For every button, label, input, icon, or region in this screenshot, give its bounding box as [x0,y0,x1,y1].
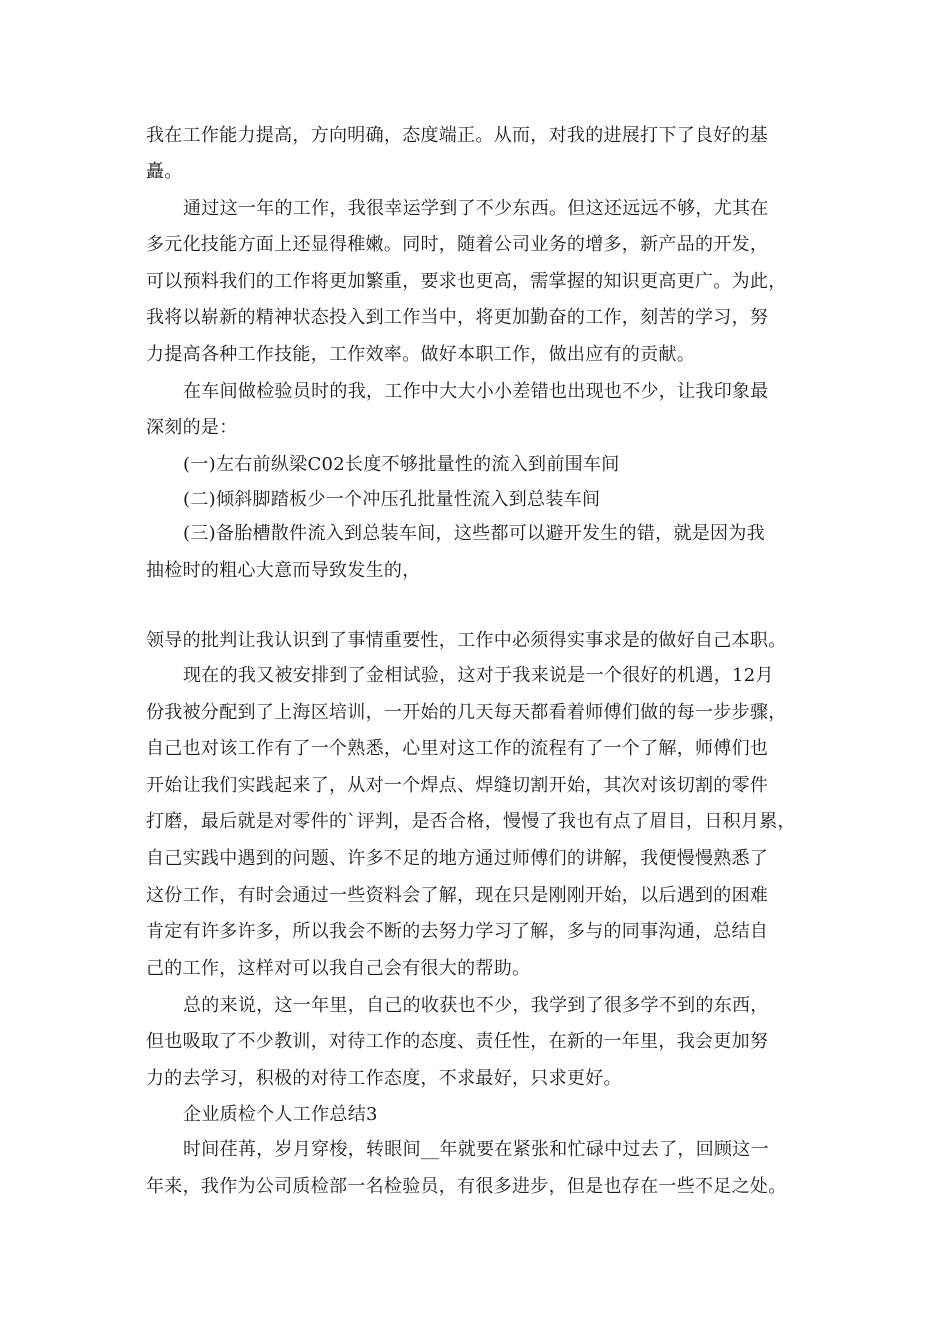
paragraph-line: 份我被分配到了上海区培训，一开始的几天每天都看着师傅们做的每一步步骤， [146,702,787,723]
paragraph-line: 开始让我们实践起来了，从对一个焊点、焊缝切割开始，其次对该切割的零件 [146,775,769,796]
paragraph-line: 时间荏苒，岁月穿梭，转眼间__年就要在紧张和忙碌中过去了，回顾这一 [183,1139,769,1160]
paragraph-line: 矗。 [146,161,183,182]
paragraph-line: 多元化技能方面上还显得稚嫩。同时，随着公司业务的增多，新产品的开发， [146,234,769,255]
section-heading: 企业质检个人工作总结3 [183,1104,378,1125]
paragraph-line: 我将以崭新的精神状态投入到工作当中，将更加勤奋的工作，刻苦的学习，努 [146,307,769,328]
paragraph-line: 在车间做检验员时的我，工作中大大小小差错也出现也不少，让我印象最 [183,381,769,402]
list-item: (一)左右前纵梁C02长度不够批量性的流入到前围车间 [183,454,620,475]
paragraph-line: 但也吸取了不少教训，对待工作的态度、责任性，在新的一年里，我会更加努 [146,1031,769,1052]
paragraph-line: 抽检时的粗心大意而导致发生的， [146,560,421,581]
paragraph-line: 力的去学习，积极的对待工作态度，不求最好，只求更好。 [146,1068,622,1089]
paragraph-line: 自己实践中遇到的问题、许多不足的地方通过师傅们的讲解，我便慢慢熟悉了 [146,848,769,869]
paragraph-line: 年来，我作为公司质检部一名检验员，有很多进步，但是也存在一些不足之处。 [146,1176,787,1197]
paragraph-line: 可以预料我们的工作将更加繁重，要求也更高，需掌握的知识更高更广。为此， [146,271,787,292]
list-item: (三)备胎槽散件流入到总装车间，这些都可以避开发生的错，就是因为我 [183,523,765,544]
paragraph-line: 我在工作能力提高，方向明确，态度端正。从而，对我的进展打下了良好的基 [146,125,769,146]
paragraph-line: 力提高各种工作技能，工作效率。做好本职工作，做出应有的贡献。 [146,344,695,365]
paragraph-line: 总的来说，这一年里，自己的收获也不少，我学到了很多学不到的东西， [183,995,769,1016]
paragraph-line: 通过这一年的工作，我很幸运学到了不少东西。但这还远远不够，尤其在 [183,198,769,219]
paragraph-line: 肯定有许多许多，所以我会不断的去努力学习了解，多与的同事沟通，总结自 [146,921,769,942]
paragraph-line: 领导的批判让我认识到了事情重要性，工作中必须得实事求是的做好自己本职。 [146,630,787,651]
paragraph-line: 这份工作，有时会通过一些资料会了解，现在只是刚刚开始，以后遇到的困难 [146,885,769,906]
paragraph-line: 打磨，最后就是对零件的`评判，是否合格，慢慢了我也有点了眉目，日积月累， [146,811,796,832]
list-item: (二)倾斜脚踏板少一个冲压孔批量性流入到总装车间 [183,489,601,510]
paragraph-line: 深刻的是： [146,417,238,438]
paragraph-line: 自己也对该工作有了一个熟悉，心里对这工作的流程有了一个了解，师傅们也 [146,738,769,759]
paragraph-line: 己的工作，这样对可以我自己会有很大的帮助。 [146,958,531,979]
paragraph-line: 现在的我又被安排到了金相试验，这对于我来说是一个很好的机遇，12月 [183,665,774,686]
